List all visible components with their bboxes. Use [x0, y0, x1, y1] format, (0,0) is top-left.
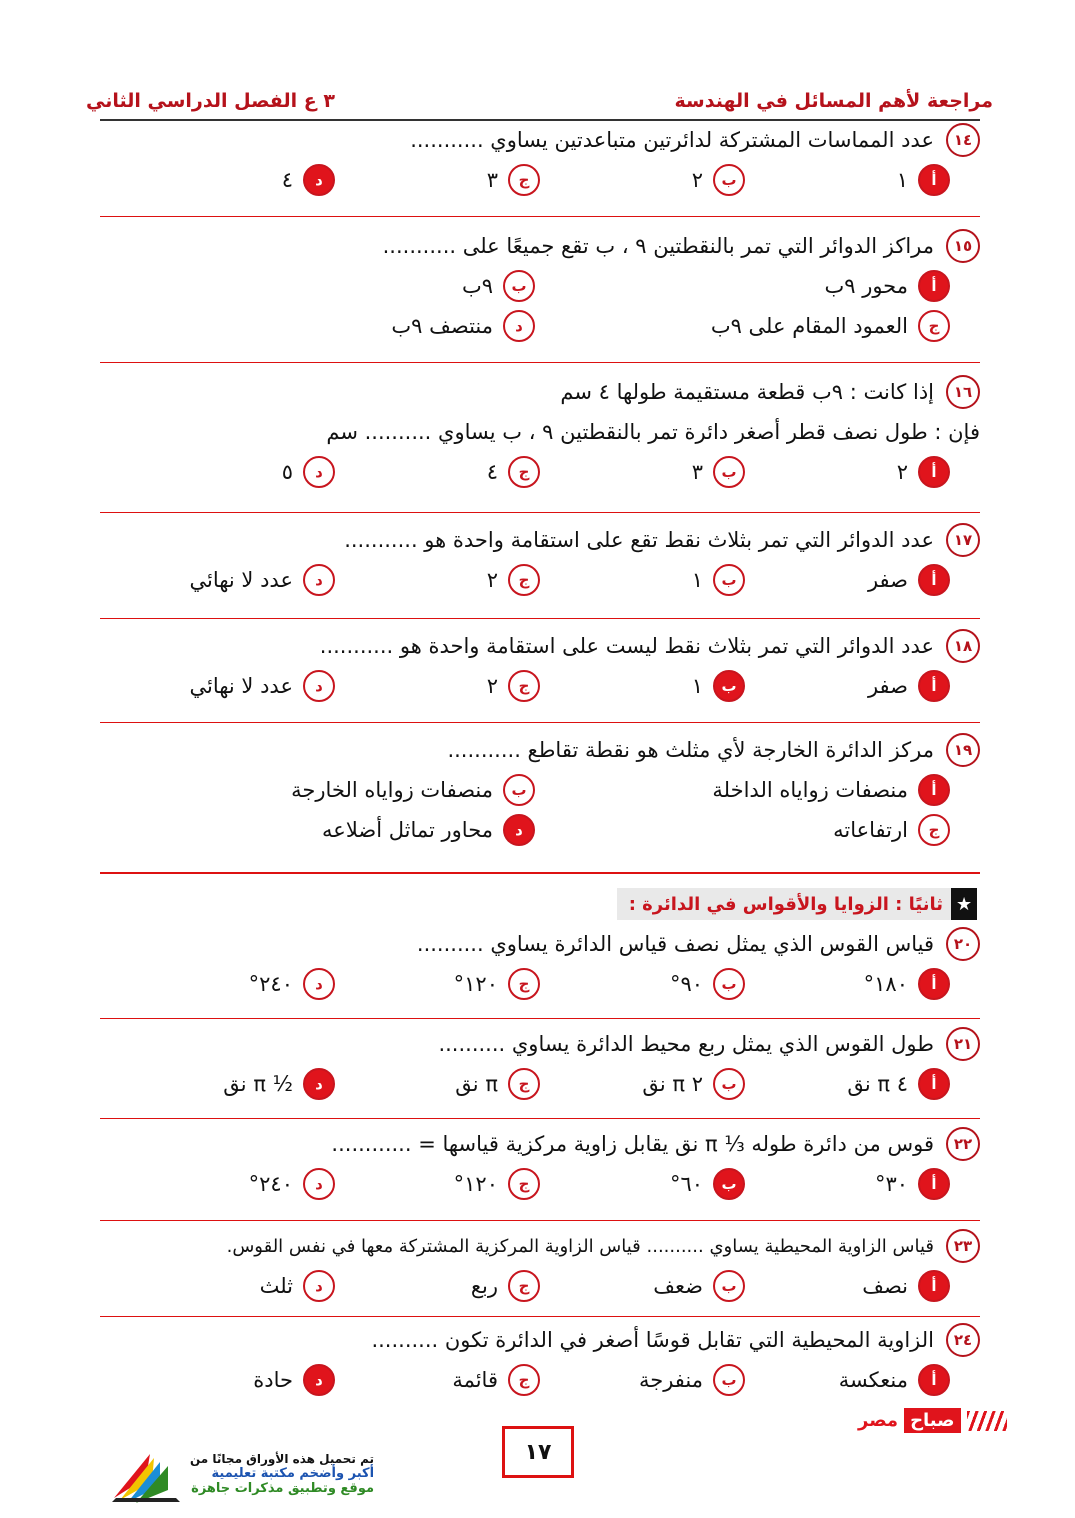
- question-number: ١٦: [946, 375, 980, 409]
- option-c[interactable]: ج ربع: [335, 1270, 540, 1302]
- option-c[interactable]: ج ٢: [335, 670, 540, 702]
- option-c[interactable]: ج ١٢٠°: [335, 1168, 540, 1200]
- option-a[interactable]: أ ١٨٠°: [745, 968, 950, 1000]
- option-b[interactable]: ب ٢ π نق: [540, 1068, 745, 1100]
- question-text: الزاوية المحيطية التي تقابل قوسًا أصغر في الدائرة تكون ..........: [371, 1328, 934, 1352]
- option-a[interactable]: أ منصفات زواياه الداخلة: [535, 774, 950, 806]
- divider: [100, 1220, 980, 1221]
- question-15: [100, 226, 980, 346]
- option-b[interactable]: ب ١: [540, 670, 745, 702]
- question-text: عدد الدوائر التي تمر بثلاث نقط تقع على استقامة واحدة هو ...........: [344, 528, 934, 552]
- stripes-icon: [967, 1411, 1007, 1431]
- option-d[interactable]: د ½ π نق: [130, 1068, 335, 1100]
- option-d[interactable]: د عدد لا نهائي: [130, 670, 335, 702]
- divider: [100, 1018, 980, 1019]
- question-number: ١٥: [946, 229, 980, 263]
- option-d[interactable]: د ٢٤٠°: [130, 968, 335, 1000]
- question-text: مراكز الدوائر التي تمر بالنقطتين ٩ ، ب تقع جميعًا على ...........: [382, 234, 934, 258]
- question-text: قياس القوس الذي يمثل نصف قياس الدائرة يساوي ..........: [416, 932, 934, 956]
- page-number: ١٧: [502, 1426, 574, 1478]
- option-b[interactable]: ب ٩٠°: [540, 968, 745, 1000]
- divider: [100, 362, 980, 363]
- divider: [100, 722, 980, 723]
- option-a[interactable]: أ نصف: [745, 1270, 950, 1302]
- question-number: ١٨: [946, 629, 980, 663]
- question-20: [100, 924, 980, 1004]
- option-d[interactable]: د ٥: [130, 456, 335, 488]
- option-b[interactable]: ب ٩ب: [120, 270, 535, 302]
- header-grade: ٣ ع الفصل الدراسي الثاني: [86, 90, 335, 112]
- section-heading: [617, 888, 977, 920]
- question-text: مركز الدائرة الخارجة لأي مثلث هو نقطة تقاطع ...........: [447, 738, 934, 762]
- question-16: [100, 372, 980, 492]
- question-22: [100, 1124, 980, 1204]
- question-number: ١٩: [946, 733, 980, 767]
- star-icon: ★: [951, 888, 977, 920]
- option-c[interactable]: ج ارتفاعاته: [535, 814, 950, 846]
- option-c[interactable]: ج العمود المقام على ٩ب: [535, 310, 950, 342]
- question-number: ١٧: [946, 523, 980, 557]
- brand-logo: مصر صباح: [852, 1408, 1007, 1433]
- question-19: [100, 730, 980, 850]
- divider: [100, 216, 980, 217]
- option-c[interactable]: ج ٢: [335, 564, 540, 596]
- library-logo-icon: [110, 1448, 184, 1504]
- question-14: [100, 120, 980, 200]
- divider: [100, 512, 980, 513]
- option-c[interactable]: ج قائمة: [335, 1364, 540, 1396]
- option-c[interactable]: ج ٣: [335, 164, 540, 196]
- question-number: ٢٢: [946, 1127, 980, 1161]
- question-text: عدد المماسات المشتركة لدائرتين متباعدتين يساوي ...........: [410, 128, 934, 152]
- option-d[interactable]: د ٢٤٠°: [130, 1168, 335, 1200]
- option-a[interactable]: أ ٤ π نق: [745, 1068, 950, 1100]
- option-c[interactable]: ج ١٢٠°: [335, 968, 540, 1000]
- option-d[interactable]: د ثلث: [130, 1270, 335, 1302]
- question-text: طول القوس الذي يمثل ربع محيط الدائرة يساوي ..........: [438, 1032, 934, 1056]
- option-b[interactable]: ب منفرجة: [540, 1364, 745, 1396]
- question-number: ٢٤: [946, 1323, 980, 1357]
- option-a[interactable]: أ صفر: [745, 564, 950, 596]
- divider: [100, 1118, 980, 1119]
- divider: [100, 872, 980, 874]
- section-title: ثانيًا : الزوايا والأقواس في الدائرة :: [628, 893, 943, 915]
- option-c[interactable]: ج ٤: [335, 456, 540, 488]
- question-text: قياس الزاوية المحيطية يساوي .......... قياس الزاوية المركزية المشتركة معها في نفس القوس.: [226, 1235, 934, 1257]
- option-d[interactable]: د منتصف ٩ب: [120, 310, 535, 342]
- question-text: عدد الدوائر التي تمر بثلاث نقط ليست على استقامة واحدة هو ...........: [319, 634, 934, 658]
- divider: [100, 1316, 980, 1317]
- option-a[interactable]: أ صفر: [745, 670, 950, 702]
- question-18: [100, 626, 980, 706]
- question-21: [100, 1024, 980, 1104]
- option-b[interactable]: ب ١: [540, 564, 745, 596]
- option-a[interactable]: أ ١: [745, 164, 950, 196]
- option-a[interactable]: أ ٣٠°: [745, 1168, 950, 1200]
- option-d[interactable]: د ٤: [130, 164, 335, 196]
- option-b[interactable]: ب منصفات زواياه الخارجة: [120, 774, 535, 806]
- question-text: إذا كانت : ٩ب قطعة مستقيمة طولها ٤ سم: [560, 380, 934, 404]
- footer-promo: تم تحميل هذه الأوراق مجانًا من أكبر وأضخم مكتبة تعليمية موقع وتطبيق مذكرات جاهزة: [190, 1452, 375, 1496]
- option-c[interactable]: ج π نق: [335, 1068, 540, 1100]
- option-d[interactable]: د محاور تماثل أضلاعه: [120, 814, 535, 846]
- question-23: [100, 1226, 980, 1306]
- option-b[interactable]: ب ضعف: [540, 1270, 745, 1302]
- option-d[interactable]: د حادة: [130, 1364, 335, 1396]
- question-24: [100, 1320, 980, 1400]
- option-a[interactable]: أ منعكسة: [745, 1364, 950, 1396]
- question-number: ١٤: [946, 123, 980, 157]
- divider: [100, 618, 980, 619]
- question-text: قوس من دائرة طوله ⅓ π نق يقابل زاوية مركزية قياسها = ............: [331, 1132, 934, 1156]
- option-a[interactable]: أ محور ٩ب: [535, 270, 950, 302]
- question-number: ٢٣: [946, 1229, 980, 1263]
- header-title: مراجعة لأهم المسائل في الهندسة: [674, 90, 993, 112]
- option-d[interactable]: د عدد لا نهائي: [130, 564, 335, 596]
- option-b[interactable]: ب ٦٠°: [540, 1168, 745, 1200]
- question-17: [100, 520, 980, 600]
- question-number: ٢٠: [946, 927, 980, 961]
- question-text-2: فإن : طول نصف قطر أصغر دائرة تمر بالنقطتين ٩ ، ب يساوي .......... سم: [326, 420, 980, 444]
- question-number: ٢١: [946, 1027, 980, 1061]
- option-b[interactable]: ب ٢: [540, 164, 745, 196]
- option-a[interactable]: أ ٢: [745, 456, 950, 488]
- option-b[interactable]: ب ٣: [540, 456, 745, 488]
